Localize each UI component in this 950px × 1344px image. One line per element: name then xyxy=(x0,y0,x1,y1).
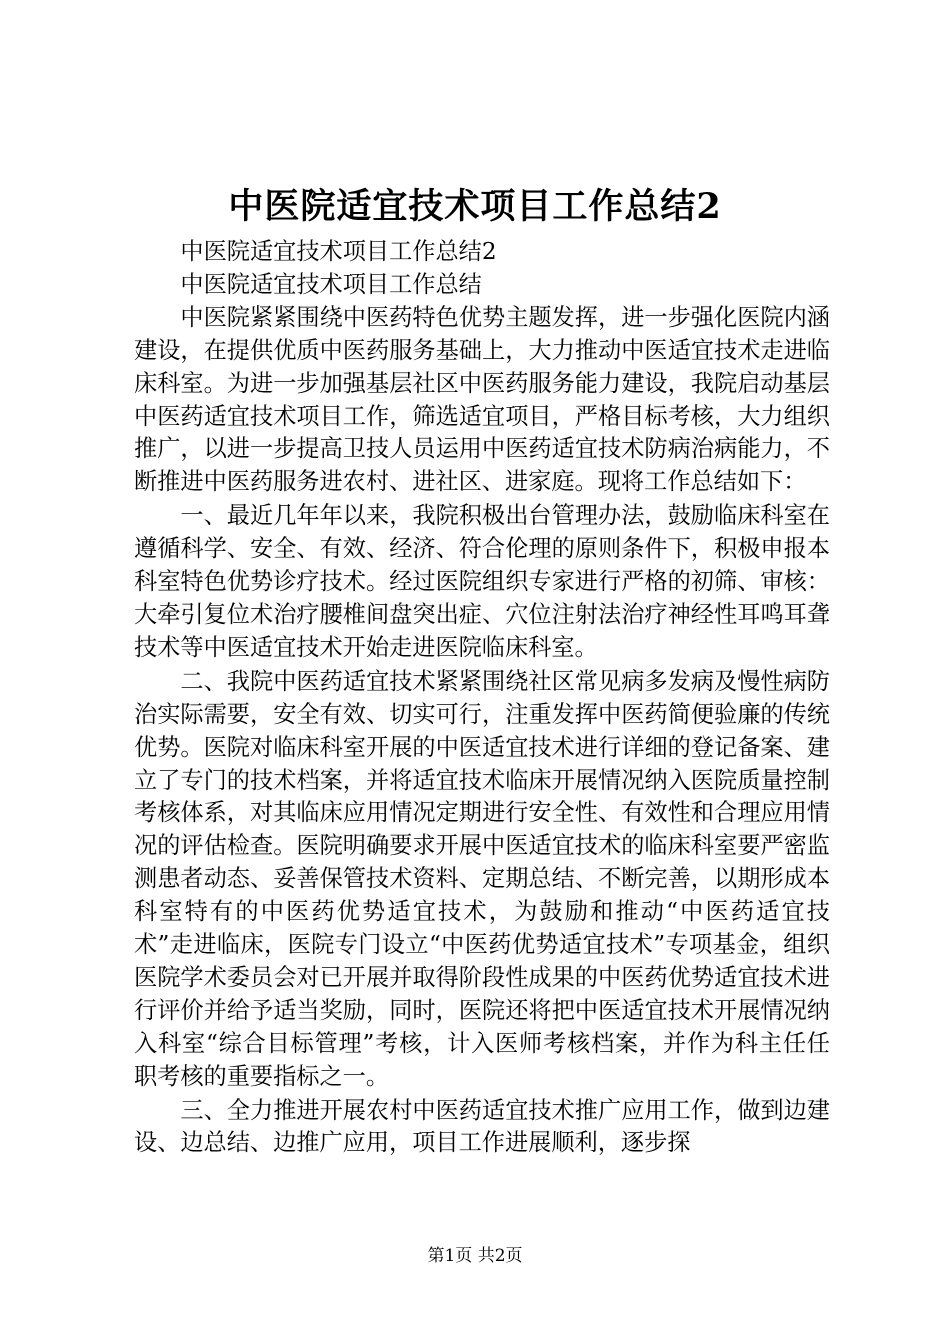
paragraph-section-1: 一、最近几年年以来，我院积极出台管理办法，鼓励临床科室在遵循科学、安全、有效、经济、符合伦理的原则条件下，积极申报本科室特色优势诊疗技术。经过医院组织专家进行严格的初筛、审核：大牵引复位术治疗腰椎间盘突出症、穴位注射法治疗神经性耳鸣耳聋技术等中医适宜技术开始走进医院临床科室。 xyxy=(134,502,830,661)
paragraph-subtitle: 中医院适宜技术项目工作总结2 xyxy=(180,238,497,265)
paragraph-intro: 中医院紧紧围绕中医药特色优势主题发挥，进一步强化医院内涵建设，在提供优质中医药服务基础上，大力推动中医适宜技术走进临床科室。为进一步加强基层社区中医药服务能力建设，我院启动基层中医药适宜技术项目工作，筛选适宜项目，严格目标考核，大力组织推广，以进一步提高卫技人员运用中医药适宜技术防病治病能力，不断推进中医药服务进农村、进社区、进家庭。现将工作总结如下： xyxy=(134,303,830,496)
paragraph-heading: 中医院适宜技术项目工作总结 xyxy=(180,270,482,298)
document-title: 中医院适宜技术项目工作总结2 xyxy=(228,186,722,227)
page-number-footer: 第1页 共2页 xyxy=(427,1246,523,1266)
paragraph-section-2: 二、我院中医药适宜技术紧紧围绕社区常见病多发病及慢性病防治实际需要，安全有效、切实可行，注重发挥中医药简便验廉的传统优势。医院对临床科室开展的中医适宜技术进行详细的登记备案、建立了专门的技术档案，并将适宜技术临床开展情况纳入医院质量控制考核体系，对其临床应用情况定期进行安全性、有效性和合理应用情况的评估检查。医院明确要求开展中医适宜技术的临床科室要严密监测患者动态、妥善保管技术资料、定期总结、不断完善，以期形成本科室特有的中医药优势适宜技术，为鼓励和推动“中医药适宜技术”走进临床，医院专门设立“中医药优势适宜技术”专项基金，组织医院学术委员会对已开展并取得阶段性成果的中医药优势适宜技术进行评价并给予适当奖励，同时，医院还将把中医适宜技术开展情况纳入科室“综合目标管理”考核，计入医师考核档案，并作为科主任任职考核的重要指标之一。 xyxy=(134,667,830,1090)
paragraph-section-3: 三、全力推进开展农村中医药适宜技术推广应用工作，做到边建设、边总结、边推广应用，项目工作进展顺利，逐步探 xyxy=(134,1096,830,1157)
document-body xyxy=(134,236,830,1160)
